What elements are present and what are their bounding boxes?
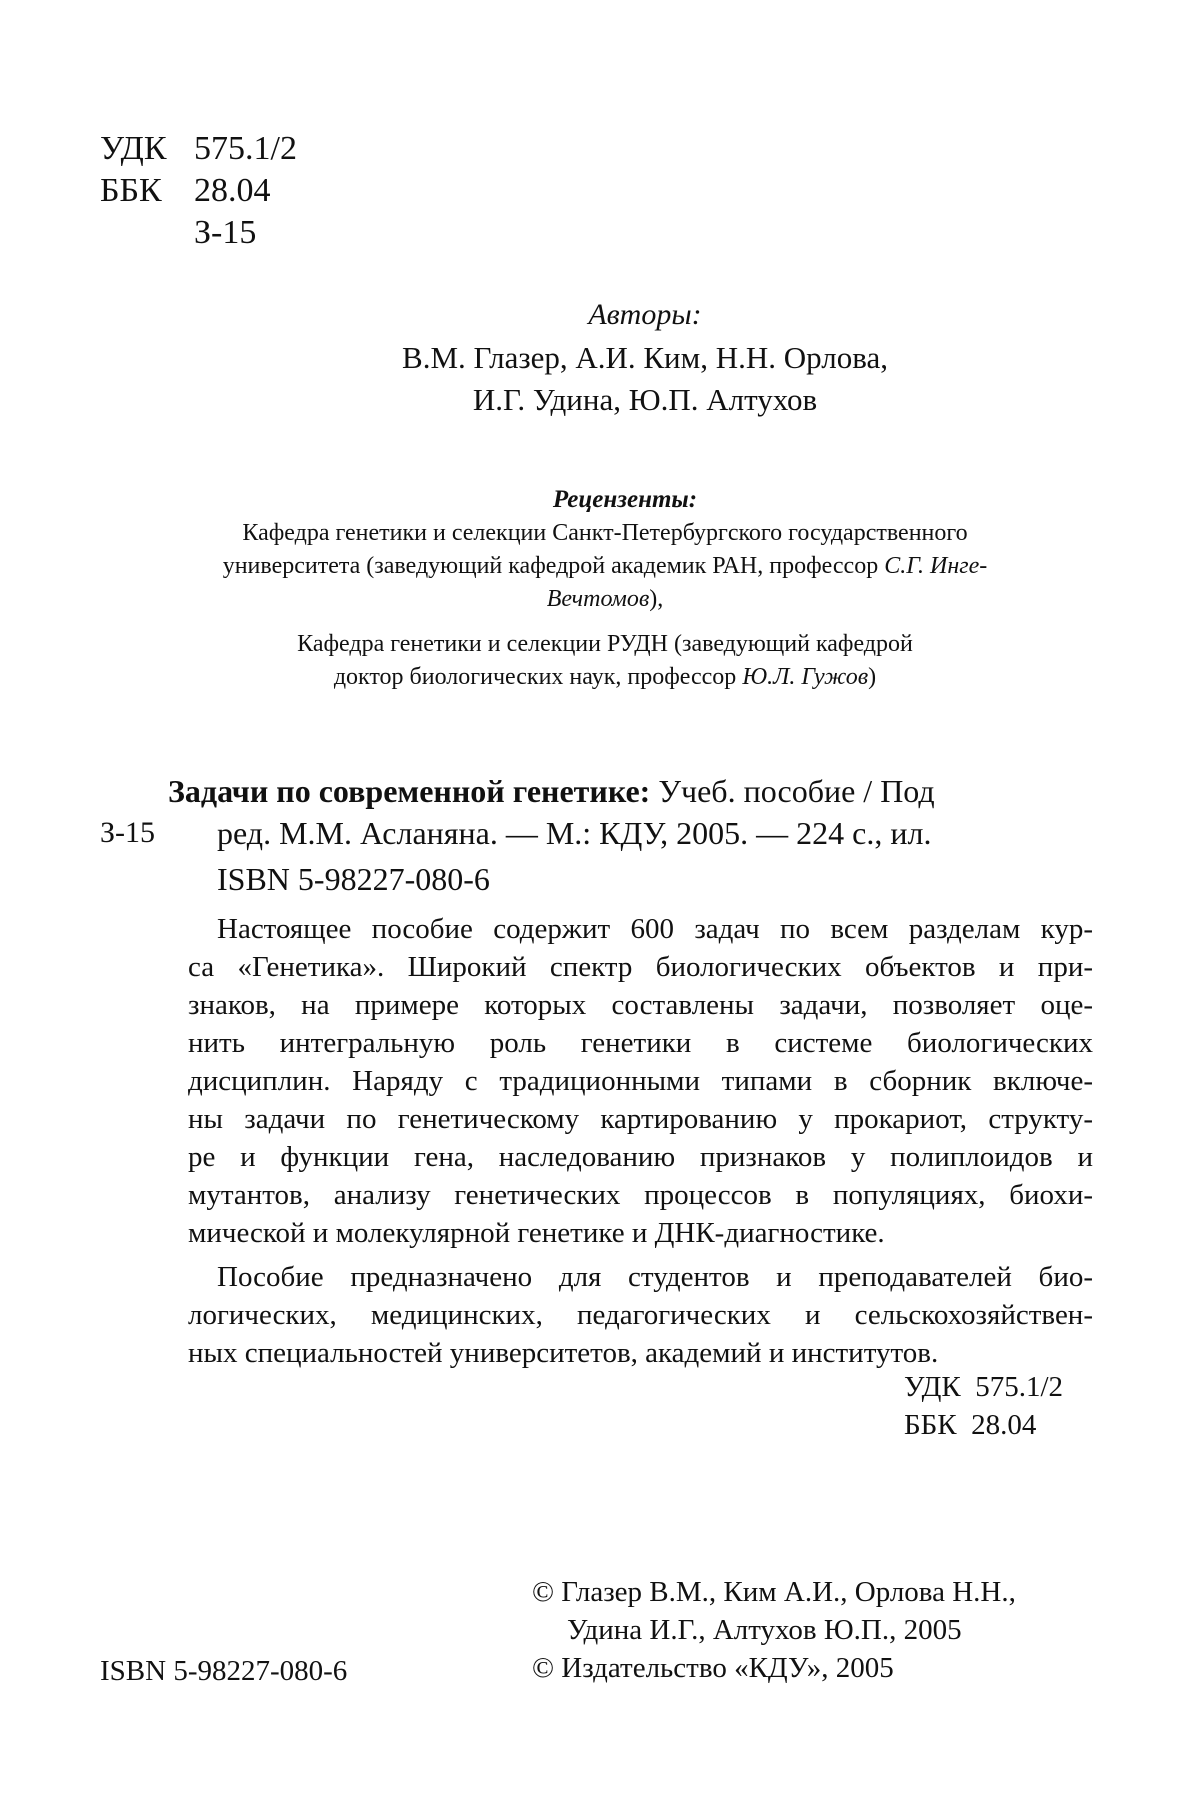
book-title: Задачи по современной генетике: xyxy=(168,773,651,809)
reviewer-2-end: ) xyxy=(868,664,877,690)
book-title-line xyxy=(168,770,935,812)
reviewer-1-end: ), xyxy=(649,586,664,612)
annotation-line: са «Генетика». Широкий спектр биологических объектов и при- xyxy=(188,951,1093,983)
reviewers-label: Рецензенты: xyxy=(552,486,698,513)
bbk-label: ББК xyxy=(100,172,162,209)
annotation-line: мутантов, анализу генетических процессов в популяциях, биохи- xyxy=(188,1179,1093,1211)
annotation-line: Настоящее пособие содержит 600 задач по всем разделам кур- xyxy=(217,913,1093,945)
annotation-line: ны задачи по генетическому картированию у прокариот, структу- xyxy=(188,1103,1093,1135)
copyright-authors-line-1: © Глазер В.М., Ким А.И., Орлова Н.Н., xyxy=(532,1576,1016,1608)
reviewer-1-name-part1: С.Г. Инге- xyxy=(884,553,988,579)
reviewer-2-line-2 xyxy=(5,661,1200,694)
book-imprint-line: ред. М.М. Асланяна. — М.: КДУ, 2005. — 224 с., ил. xyxy=(217,815,932,851)
authors-line-1: В.М. Глазер, А.И. Ким, Н.Н. Орлова, xyxy=(402,340,888,375)
annotation-line: Пособие предназначено для студентов и преподавателей био- xyxy=(217,1261,1093,1293)
reviewer-2-line-1: Кафедра генетики и селекции РУДН (заведующий кафедрой xyxy=(297,631,913,657)
annotation-line: ных специальностей университетов, академий и институтов. xyxy=(188,1337,939,1369)
reviewer-1-line-1: Кафедра генетики и селекции Санкт-Петербургского государственного xyxy=(242,520,968,546)
annotation-paragraph-1 xyxy=(188,910,1093,1252)
annotation-line: нить интегральную роль генетики в системе биологических xyxy=(188,1027,1093,1059)
authors-block xyxy=(45,295,1200,421)
reviewer-2-text: доктор биологических наук, профессор xyxy=(333,664,743,690)
reviewer-1-name-part2: Вечтомов xyxy=(546,586,650,612)
udk-value: 575.1/2 xyxy=(194,130,297,167)
reviewer-2-name: Ю.Л. Гужов xyxy=(742,664,869,690)
author-mark: З-15 xyxy=(194,214,257,251)
udk-label: УДК xyxy=(100,130,167,167)
copyright-block xyxy=(532,1573,1016,1687)
reviewers-block xyxy=(5,483,1200,694)
book-title-rest: Учеб. пособие / Под xyxy=(650,773,935,809)
authors-label: Авторы: xyxy=(588,298,702,331)
side-author-mark: З-15 xyxy=(100,816,156,849)
annotation-line: дисциплин. Наряду с традиционными типами в сборник включе- xyxy=(188,1065,1093,1097)
classification-block xyxy=(100,128,297,254)
annotation-line: логических, медицинских, педагогических и сельскохозяйствен- xyxy=(188,1299,1093,1331)
copyright-isbn: ISBN 5-98227-080-6 xyxy=(100,1655,348,1687)
udk-bottom: УДК 575.1/2 xyxy=(904,1371,1064,1403)
copyright-publisher: © Издательство «КДУ», 2005 xyxy=(532,1652,894,1684)
bbk-row xyxy=(100,170,297,212)
annotation-line: мической и молекулярной генетике и ДНК-диагностике. xyxy=(188,1217,885,1249)
bbk-value: 28.04 xyxy=(194,172,271,209)
annotation-line: ре и функции гена, наследованию признаков у полиплоидов и xyxy=(188,1141,1093,1173)
authors-line-2: И.Г. Удина, Ю.П. Алтухов xyxy=(472,382,818,417)
udk-row xyxy=(100,128,297,170)
reviewer-1-line-3 xyxy=(5,583,1200,616)
reviewer-1-text: университета (заведующий кафедрой академик РАН, профессор xyxy=(222,553,885,579)
annotation-paragraph-2 xyxy=(188,1258,1093,1372)
copyright-authors-line-2: Удина И.Г., Алтухов Ю.П., 2005 xyxy=(567,1614,962,1646)
classification-bottom xyxy=(904,1368,1063,1444)
bbk-bottom: ББК 28.04 xyxy=(904,1409,1037,1441)
annotation-line: знаков, на примере которых составлены задачи, позволяет оце- xyxy=(188,989,1093,1021)
author-mark-row xyxy=(100,212,297,254)
reviewer-1-line-2 xyxy=(5,550,1200,583)
book-isbn: ISBN 5-98227-080-6 xyxy=(217,861,490,897)
